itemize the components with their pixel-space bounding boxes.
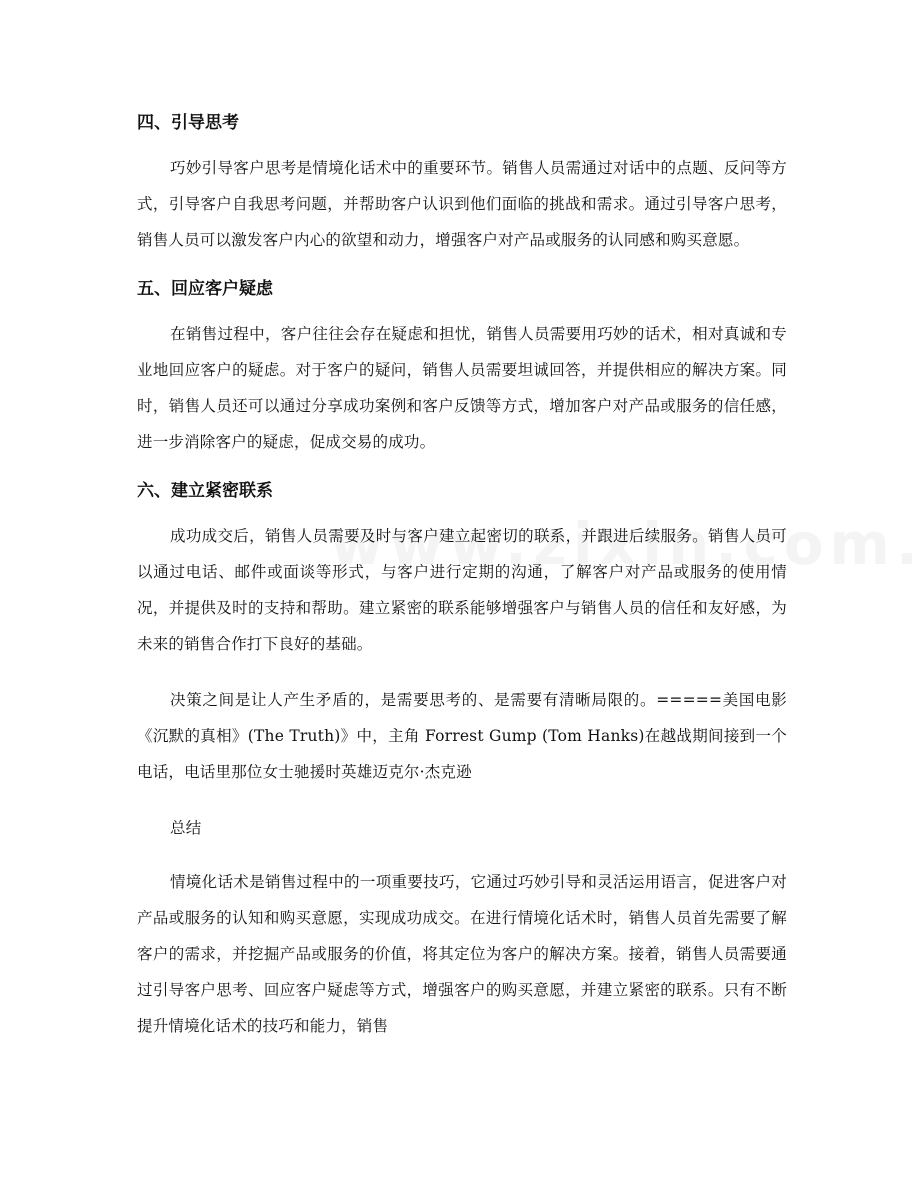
section-heading-build-connection: 六、建立紧密联系	[137, 481, 273, 501]
extra-paragraph: 决策之间是让人产生矛盾的，是需要思考的、是需要有清晰局限的。=====美国电影《沉默的真相》(The Truth)》中，主角 Forrest Gump (Tom Hanks)在越战期间接到一个电话，电话里那位女士驰援时英雄迈克尔·杰克逊	[137, 691, 787, 781]
section-paragraph-build-connection: 成功成交后，销售人员需要及时与客户建立起密切的联系，并跟进后续服务。销售人员可以通过电话、邮件或面谈等形式，与客户进行定期的沟通，了解客户对产品或服务的使用情况，并提供及时的支持和帮助。建立紧密的联系能够增强客户与销售人员的信任和友好感，为未来的销售合作打下良好的基础。	[137, 527, 787, 653]
section-heading-guide-thinking: 四、引导思考	[137, 113, 239, 133]
section-paragraph-respond-concerns: 在销售过程中，客户往往会存在疑虑和担忧，销售人员需要用巧妙的话术，相对真诚和专业地回应客户的疑虑。对于客户的疑问，销售人员需要坦诚回答，并提供相应的解决方案。同时，销售人员还可以通过分享成功案例和客户反馈等方式，增加客户对产品或服务的信任感，进一步消除客户的疑虑，促成交易的成功。	[137, 325, 787, 451]
summary-label: 总结	[170, 819, 202, 837]
section-paragraph-guide-thinking: 巧妙引导客户思考是情境化话术中的重要环节。销售人员需通过对话中的点题、反问等方式，引导客户自我思考问题，并帮助客户认识到他们面临的挑战和需求。通过引导客户思考，销售人员可以激发客户内心的欲望和动力，增强客户对产品或服务的认同感和购买意愿。	[137, 159, 787, 249]
section-heading-respond-concerns: 五、回应客户疑虑	[137, 279, 273, 299]
document-body	[137, 106, 787, 1064]
summary-paragraph: 情境化话术是销售过程中的一项重要技巧，它通过巧妙引导和灵活运用语言，促进客户对产品或服务的认知和购买意愿，实现成功成交。在进行情境化话术时，销售人员首先需要了解客户的需求，并挖掘产品或服务的价值，将其定位为客户的解决方案。接着，销售人员需要通过引导客户思考、回应客户疑虑等方式，增强客户的购买意愿，并建立紧密的联系。只有不断提升情境化话术的技巧和能力，销售	[137, 873, 787, 1035]
